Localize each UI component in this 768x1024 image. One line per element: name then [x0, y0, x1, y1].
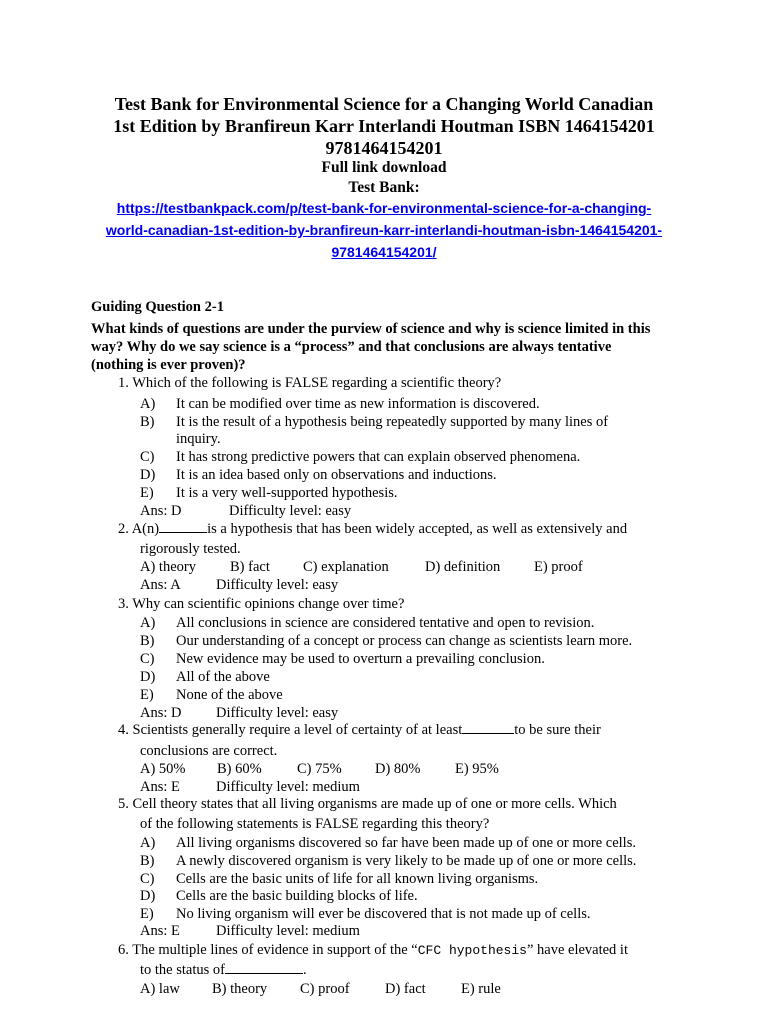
q1-option-letter: E)	[140, 485, 154, 501]
q3-option-letter: C)	[140, 651, 155, 667]
guiding-question-heading: Guiding Question 2-1	[91, 299, 224, 315]
q1-option-text: inquiry.	[176, 431, 221, 447]
q6-stem-line2-text: to the status of	[140, 962, 225, 978]
guiding-question-text	[91, 320, 691, 374]
q4-stem-line2: conclusions are correct.	[140, 743, 278, 759]
q4-option: E) 95%	[455, 761, 499, 777]
q3-option-letter: D)	[140, 669, 156, 685]
q6-stem-period: .	[302, 962, 307, 978]
q4-option: A) 50%	[140, 761, 186, 777]
link-line[interactable]: https://testbankpack.com/p/test-bank-for-environmental-science-for-a-changing-	[116, 200, 652, 216]
q3-option-text: All conclusions in science are considered tentative and open to revision.	[176, 615, 595, 631]
q2-option: D) definition	[425, 559, 501, 575]
q5-option-text: Cells are the basic building blocks of life.	[176, 888, 418, 904]
title-line: 1st Edition by Branfireun Karr Interlandi Houtman ISBN 1464154201	[113, 116, 655, 136]
question-6-stem	[118, 941, 628, 960]
q4-answer: Ans: E	[140, 779, 180, 795]
q5-option-letter: D)	[140, 888, 156, 904]
q3-answer: Ans: D	[140, 705, 182, 721]
q4-option: B) 60%	[217, 761, 262, 777]
q3-option-text: Our understanding of a concept or process can change as scientists learn more.	[176, 633, 633, 649]
q1-option-letter: B)	[140, 414, 155, 430]
download-link[interactable]	[60, 197, 708, 263]
q4-difficulty: Difficulty level: medium	[216, 779, 360, 795]
q6-option: C) proof	[300, 981, 350, 997]
q2-stem-end: is a hypothesis that has been widely accepted, as well as extensively and	[207, 521, 628, 537]
guiding-line: (nothing is ever proven)?	[91, 357, 246, 373]
q5-option-text: Cells are the basic units of life for all known living organisms.	[176, 871, 539, 887]
question-4-stem	[118, 721, 601, 739]
full-link-label: Full link download	[321, 159, 447, 176]
q6-stem-term: CFC hypothesis	[417, 943, 527, 958]
q4-option: C) 75%	[297, 761, 342, 777]
q5-difficulty: Difficulty level: medium	[216, 923, 360, 939]
q1-answer: Ans: D	[140, 503, 182, 519]
q6-stem-start: 6. The multiple lines of evidence in support of the “	[118, 942, 418, 958]
q2-option: B) fact	[230, 559, 270, 575]
q5-answer: Ans: E	[140, 923, 180, 939]
answer-blank	[225, 961, 303, 974]
q1-option-letter: D)	[140, 467, 156, 483]
title-line: 9781464154201	[325, 138, 443, 158]
q3-option-letter: B)	[140, 633, 155, 649]
question-5-stem: 5. Cell theory states that all living organisms are made up of one or more cells. Which	[118, 796, 617, 812]
guiding-line: way? Why do we say science is a “process” and that conclusions are always tentative	[91, 339, 612, 355]
q5-option-letter: C)	[140, 871, 155, 887]
q3-option-text: New evidence may be used to overturn a prevailing conclusion.	[176, 651, 545, 667]
q2-answer: Ans: A	[140, 577, 181, 593]
q6-option: B) theory	[212, 981, 268, 997]
q5-option-letter: E)	[140, 906, 154, 922]
q4-stem-start: 4. Scientists generally require a level of certainty of at least	[118, 722, 463, 738]
q5-option-text: No living organism will ever be discovered that is not made up of cells.	[176, 906, 591, 922]
q4-option: D) 80%	[375, 761, 421, 777]
question-2-stem	[118, 520, 627, 538]
q5-option-letter: A)	[140, 835, 156, 851]
test-bank-label: Test Bank:	[348, 179, 420, 196]
q5-stem-line2: of the following statements is FALSE regarding this theory?	[140, 816, 490, 832]
q6-option: E) rule	[461, 981, 501, 997]
q1-option-text: It has strong predictive powers that can explain observed phenomena.	[176, 449, 581, 465]
answer-blank	[462, 721, 514, 734]
q5-option-text: All living organisms discovered so far have been made up of one or more cells.	[176, 835, 636, 851]
q6-stem-line2	[140, 961, 307, 979]
q1-option-letter: A)	[140, 396, 156, 412]
answer-blank	[159, 520, 207, 533]
guiding-line: What kinds of questions are under the purview of science and why is science limited in this	[91, 321, 651, 337]
q3-option-text: None of the above	[176, 687, 283, 703]
q1-difficulty: Difficulty level: easy	[229, 503, 352, 519]
q5-option-text: A newly discovered organism is very likely to be made up of one or more cells.	[176, 853, 637, 869]
q1-option-letter: C)	[140, 449, 155, 465]
q2-stem-line2: rigorously tested.	[140, 541, 241, 557]
title-line: Test Bank for Environmental Science for a Changing World Canadian	[114, 94, 654, 114]
q2-difficulty: Difficulty level: easy	[216, 577, 339, 593]
q5-option-letter: B)	[140, 853, 155, 869]
link-line[interactable]: 9781464154201/	[331, 244, 437, 260]
q6-option: A) law	[140, 981, 180, 997]
link-line[interactable]: world-canadian-1st-edition-by-branfireun-karr-interlandi-houtman-isbn-1464154201-	[105, 222, 663, 238]
q3-difficulty: Difficulty level: easy	[216, 705, 339, 721]
q2-option: A) theory	[140, 559, 196, 575]
q2-option: C) explanation	[303, 559, 389, 575]
q2-stem-start: 2. A(n)	[118, 521, 160, 537]
q1-option-text: It is the result of a hypothesis being repeatedly supported by many lines of	[176, 414, 609, 430]
q3-option-text: All of the above	[176, 669, 270, 685]
document-title	[60, 93, 708, 159]
question-3-stem: 3. Why can scientific opinions change over time?	[118, 596, 405, 612]
q3-option-letter: A)	[140, 615, 156, 631]
q6-stem-end: ” have elevated it	[526, 942, 628, 958]
q3-option-letter: E)	[140, 687, 154, 703]
q1-option-text: It can be modified over time as new information is discovered.	[176, 396, 540, 412]
q1-option-text: It is a very well-supported hypothesis.	[176, 485, 398, 501]
q6-option: D) fact	[385, 981, 426, 997]
q1-option-text: It is an idea based only on observations and inductions.	[176, 467, 497, 483]
q2-option: E) proof	[534, 559, 583, 575]
question-1-stem: 1. Which of the following is FALSE regarding a scientific theory?	[118, 375, 502, 391]
q4-stem-end: to be sure their	[514, 722, 601, 738]
